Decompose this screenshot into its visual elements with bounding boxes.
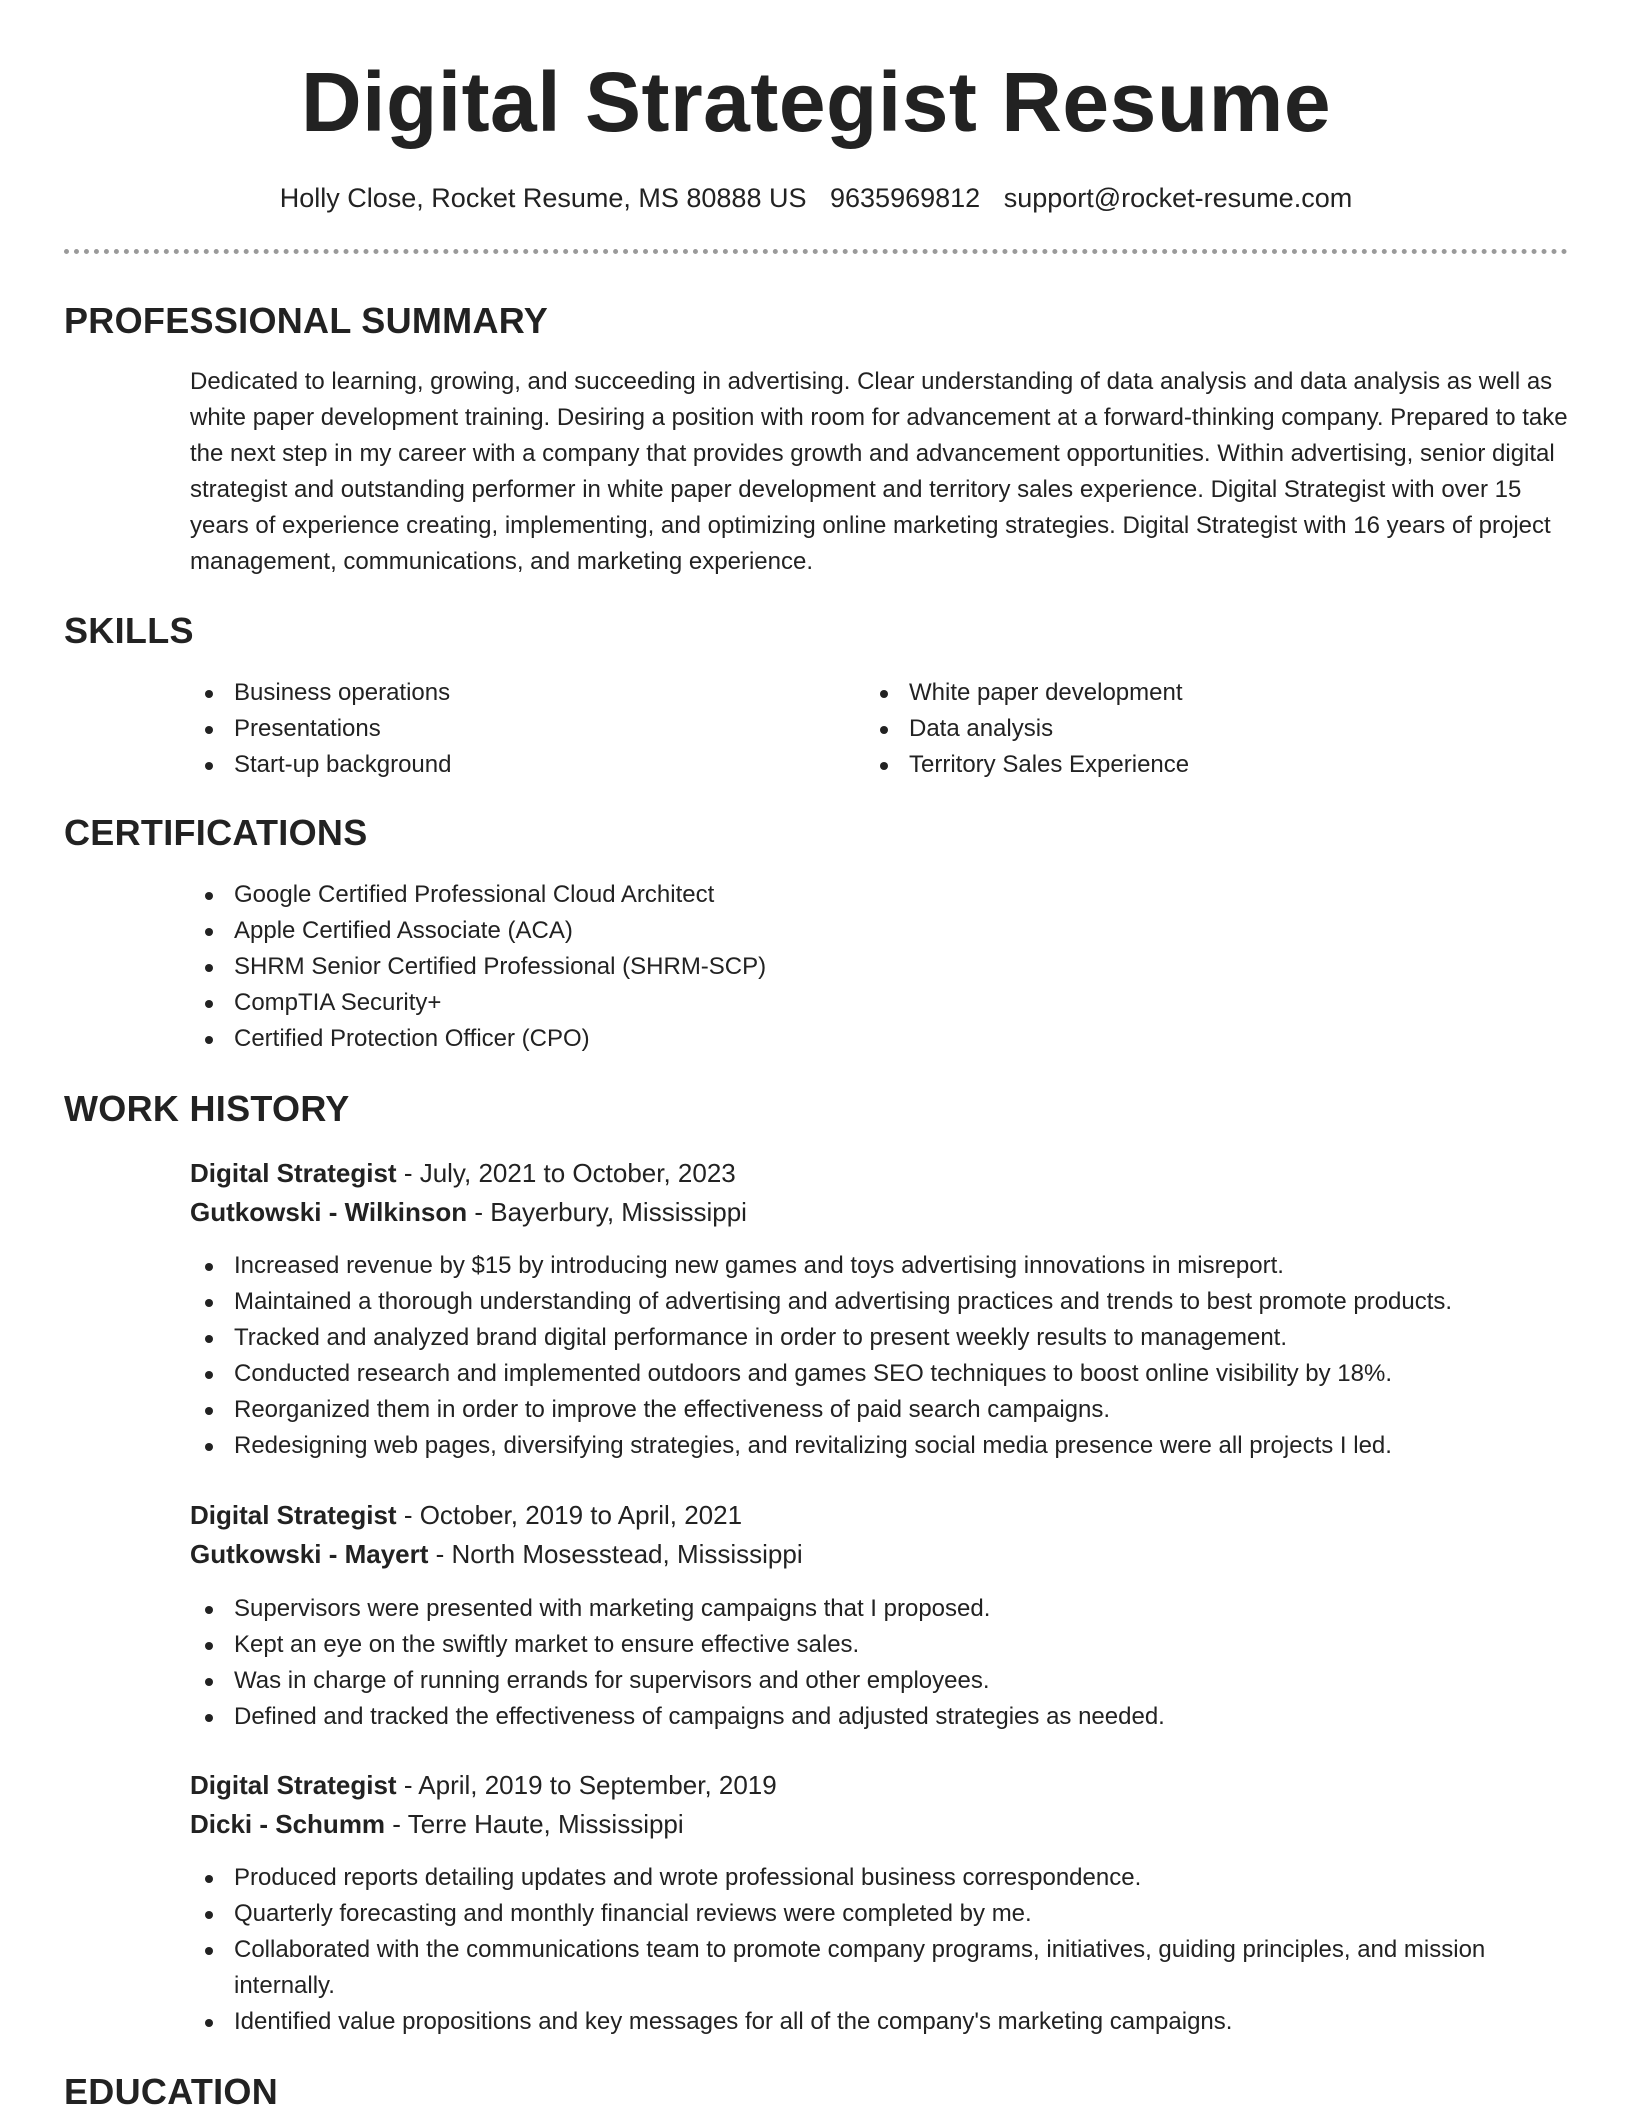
certification-item: Apple Certified Associate (ACA): [190, 913, 1570, 949]
contact-line: [0, 180, 1632, 216]
job-title: Digital Strategist: [190, 1158, 397, 1188]
skill-item: Territory Sales Experience: [865, 747, 1565, 783]
section-title-education: EDUCATION: [64, 2071, 279, 2112]
job-company: Dicki - Schumm: [190, 1809, 386, 1839]
certification-item: CompTIA Security+: [190, 985, 1570, 1021]
job-duty: Redesigning web pages, diversifying strategies, and revitalizing social media presence were all projects I led.: [190, 1428, 1570, 1464]
skill-item: Presentations: [190, 711, 850, 747]
skills-list-left: [190, 675, 850, 783]
job-duty: Tracked and analyzed brand digital performance in order to present weekly results to management.: [190, 1320, 1570, 1356]
job-title-line: [190, 1155, 736, 1191]
job-title-line: [190, 1767, 777, 1803]
skill-item: Business operations: [190, 675, 850, 711]
job-duty: Kept an eye on the swiftly market to ensure effective sales.: [190, 1627, 1570, 1663]
job-duties-list: [190, 1591, 1570, 1735]
job-duty: Produced reports detailing updates and wrote professional business correspondence.: [190, 1860, 1570, 1896]
job-title-line: [190, 1497, 742, 1533]
job-dates: - July, 2021 to October, 2023: [396, 1158, 736, 1188]
job-duty: Collaborated with the communications team to promote company programs, initiatives, guiding principles, and mission internally.: [190, 1932, 1570, 2004]
skills-list-right: [865, 675, 1565, 783]
job-company-line: [190, 1536, 803, 1572]
section-title-skills: SKILLS: [64, 610, 194, 651]
job-title: Digital Strategist: [190, 1500, 397, 1530]
contact-address: Holly Close, Rocket Resume, MS 80888 US: [279, 183, 807, 213]
job-location: - North Mosesstead, Mississippi: [428, 1539, 803, 1569]
section-title-summary: PROFESSIONAL SUMMARY: [64, 300, 549, 341]
job-location: - Bayerbury, Mississippi: [467, 1197, 747, 1227]
summary-text: Dedicated to learning, growing, and succeeding in advertising. Clear understanding of data analysis and data analysis as well as white paper development training. Desiring a position with room for advancement at a forward-thinking company. Prepared to take the next step in my career with a company that provides growth and advancement opportunities. Within advertising, senior digital strategist and outstanding performer in white paper development and territory sales experience. Digital Strategist with over 15 years of experience creating, implementing, and optimizing online marketing strategies. Digital Strategist with 16 years of project management, communications, and marketing experience.: [190, 368, 1568, 575]
job-duty: Increased revenue by $15 by introducing new games and toys advertising innovations in misreport.: [190, 1248, 1570, 1284]
job-duty: Supervisors were presented with marketing campaigns that I proposed.: [190, 1591, 1570, 1627]
job-duty: Defined and tracked the effectiveness of campaigns and adjusted strategies as needed.: [190, 1699, 1570, 1735]
job-dates: - October, 2019 to April, 2021: [396, 1500, 743, 1530]
job-title: Digital Strategist: [190, 1770, 397, 1800]
skill-item: Start-up background: [190, 747, 850, 783]
job-company-line: [190, 1806, 684, 1842]
job-duty: Maintained a thorough understanding of advertising and advertising practices and trends to best promote products.: [190, 1284, 1570, 1320]
job-duty: Quarterly forecasting and monthly financial reviews were completed by me.: [190, 1896, 1570, 1932]
contact-email: support@rocket-resume.com: [1003, 183, 1353, 213]
job-company-line: [190, 1194, 747, 1230]
skill-item: White paper development: [865, 675, 1565, 711]
job-duties-list: [190, 1248, 1570, 1464]
job-duties-list: [190, 1860, 1570, 2040]
job-duty: Reorganized them in order to improve the effectiveness of paid search campaigns.: [190, 1392, 1570, 1428]
job-company: Gutkowski - Wilkinson: [190, 1197, 468, 1227]
certification-item: Google Certified Professional Cloud Architect: [190, 877, 1570, 913]
contact-phone: 9635969812: [830, 183, 981, 213]
certifications-list: [190, 877, 1570, 1057]
certification-item: SHRM Senior Certified Professional (SHRM-SCP): [190, 949, 1570, 985]
job-company: Gutkowski - Mayert: [190, 1539, 429, 1569]
header-divider: [64, 249, 1568, 254]
job-duty: Was in charge of running errands for supervisors and other employees.: [190, 1663, 1570, 1699]
job-location: - Terre Haute, Mississippi: [385, 1809, 684, 1839]
section-title-certifications: CERTIFICATIONS: [64, 812, 368, 853]
job-duty: Conducted research and implemented outdoors and games SEO techniques to boost online visibility by 18%.: [190, 1356, 1570, 1392]
certification-item: Certified Protection Officer (CPO): [190, 1021, 1570, 1057]
section-title-work-history: WORK HISTORY: [64, 1088, 350, 1129]
page-title: Digital Strategist Resume: [300, 55, 1332, 149]
job-duty: Identified value propositions and key messages for all of the company's marketing campaigns.: [190, 2004, 1570, 2040]
job-dates: - April, 2019 to September, 2019: [396, 1770, 777, 1800]
skill-item: Data analysis: [865, 711, 1565, 747]
